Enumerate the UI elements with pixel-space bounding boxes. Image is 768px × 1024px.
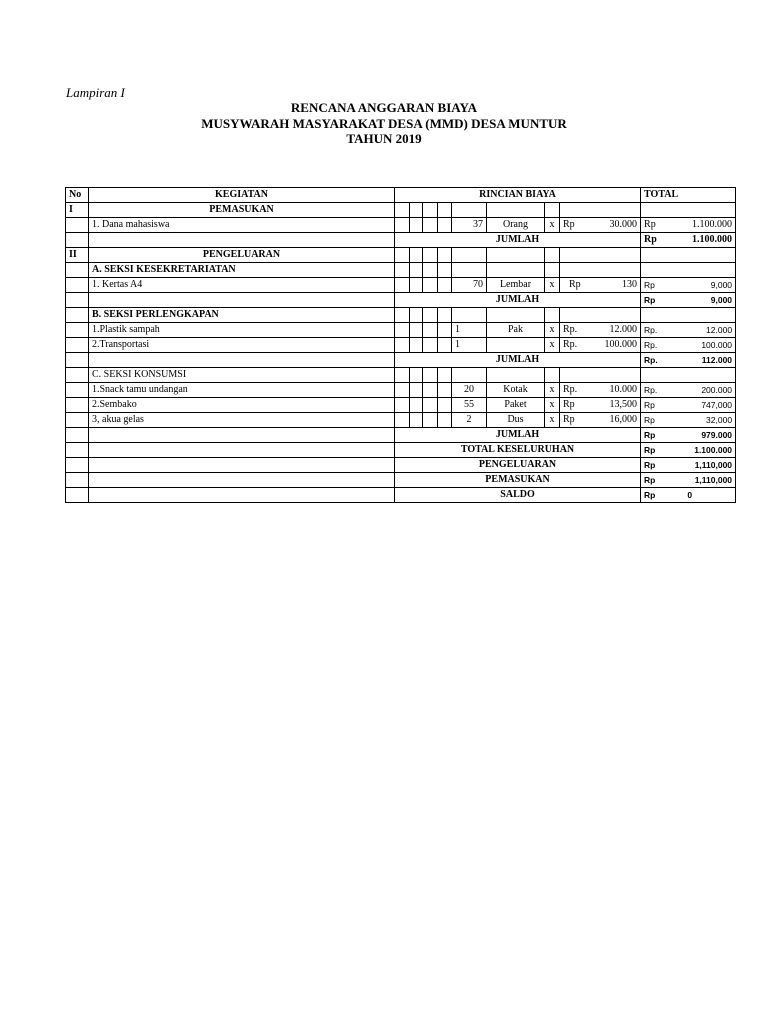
summary-label: SALDO (395, 488, 641, 503)
summary-value: Rp 1,110,000 (641, 458, 736, 473)
item-total: Rp 1.100.000 (641, 218, 736, 233)
item-total: Rp 9,000 (641, 278, 736, 293)
sum-total: Rp 979.000 (641, 428, 736, 443)
item-times: x (545, 218, 560, 233)
subsection-row (66, 308, 736, 323)
item-times: x (545, 383, 560, 398)
item-times: x (545, 323, 560, 338)
item-price: Rp 13,500 (560, 398, 641, 413)
header-rincian: RINCIAN BIAYA (395, 188, 641, 203)
sum-label: JUMLAH (395, 293, 641, 308)
section-number: II (66, 248, 89, 263)
item-name: 1. Kertas A4 (89, 278, 395, 293)
summary-row-balance (66, 488, 736, 503)
item-price: Rp 30.000 (560, 218, 641, 233)
section-number: I (66, 203, 89, 218)
header-no: No (66, 188, 89, 203)
subsection-row (66, 263, 736, 278)
budget-table (65, 187, 736, 503)
item-price: Rp 16,000 (560, 413, 641, 428)
item-qty: 1 (452, 338, 487, 353)
summary-label: TOTAL KESELURUHAN (395, 443, 641, 458)
item-unit (487, 338, 545, 353)
item-qty: 70 (452, 278, 487, 293)
table-row (66, 338, 736, 353)
item-price: Rp 130 (560, 278, 641, 293)
sum-label: JUMLAH (395, 233, 641, 248)
item-qty: 55 (452, 398, 487, 413)
item-total: Rp. 200.000 (641, 383, 736, 398)
item-total: Rp 32,000 (641, 413, 736, 428)
item-times: x (545, 413, 560, 428)
sum-row (66, 428, 736, 443)
header-total: TOTAL (641, 188, 736, 203)
item-name: 1.Snack tamu undangan (89, 383, 395, 398)
section-title: PENGELUARAN (89, 248, 395, 263)
subsection-title: B. SEKSI PERLENGKAPAN (89, 308, 395, 323)
item-qty: 20 (452, 383, 487, 398)
sum-row (66, 233, 736, 248)
subsection-row (66, 368, 736, 383)
document-title-block (0, 100, 768, 147)
item-name: 1.Plastik sampah (89, 323, 395, 338)
item-times: x (545, 398, 560, 413)
item-unit: Kotak (487, 383, 545, 398)
sum-total: Rp 1.100.000 (641, 233, 736, 248)
item-times: x (545, 278, 560, 293)
item-qty: 2 (452, 413, 487, 428)
sum-total: Rp. 112.000 (641, 353, 736, 368)
item-qty: 1 (452, 323, 487, 338)
title-line-3: TAHUN 2019 (346, 131, 422, 146)
sum-label: JUMLAH (395, 428, 641, 443)
item-unit: Paket (487, 398, 545, 413)
summary-label: PENGELUARAN (395, 458, 641, 473)
table-row (66, 218, 736, 233)
summary-value: Rp 1.100.000 (641, 443, 736, 458)
item-name: 3, akua gelas (89, 413, 395, 428)
item-unit: Pak (487, 323, 545, 338)
item-name: 2.Sembako (89, 398, 395, 413)
table-row (66, 278, 736, 293)
attachment-label: Lampiran I (66, 85, 125, 100)
subsection-title: A. SEKSI KESEKRETARIATAN (89, 263, 395, 278)
item-price: Rp. 12.000 (560, 323, 641, 338)
item-unit: Lembar (487, 278, 545, 293)
table-row (66, 413, 736, 428)
item-times: x (545, 338, 560, 353)
title-line-1: RENCANA ANGGARAN BIAYA (290, 100, 478, 115)
item-name: 1. Dana mahasiswa (89, 218, 395, 233)
section-row-expense (66, 248, 736, 263)
table-row (66, 383, 736, 398)
subsection-title: C. SEKSI KONSUMSI (89, 368, 395, 383)
summary-row-expense (66, 458, 736, 473)
summary-value: Rp 0 (641, 488, 736, 503)
header-kegiatan: KEGIATAN (89, 188, 395, 203)
item-unit: Dus (487, 413, 545, 428)
sum-row (66, 293, 736, 308)
summary-label: PEMASUKAN (395, 473, 641, 488)
sum-row (66, 353, 736, 368)
summary-row-income (66, 473, 736, 488)
table-header-row (66, 188, 736, 203)
section-row-income (66, 203, 736, 218)
sum-label: JUMLAH (395, 353, 641, 368)
item-total: Rp 747,000 (641, 398, 736, 413)
table-row (66, 398, 736, 413)
item-price: Rp. 100.000 (560, 338, 641, 353)
title-line-2: MUSYWARAH MASYARAKAT DESA (MMD) DESA MUNTUR (201, 115, 567, 131)
section-title: PEMASUKAN (89, 203, 395, 218)
summary-value: Rp 1,110,000 (641, 473, 736, 488)
item-qty: 37 (452, 218, 487, 233)
sum-total: Rp 9,000 (641, 293, 736, 308)
item-total: Rp. 12.000 (641, 323, 736, 338)
item-total: Rp. 100.000 (641, 338, 736, 353)
item-unit: Orang (487, 218, 545, 233)
item-name: 2.Transportasi (89, 338, 395, 353)
item-price: Rp. 10.000 (560, 383, 641, 398)
table-row (66, 323, 736, 338)
summary-row-total (66, 443, 736, 458)
